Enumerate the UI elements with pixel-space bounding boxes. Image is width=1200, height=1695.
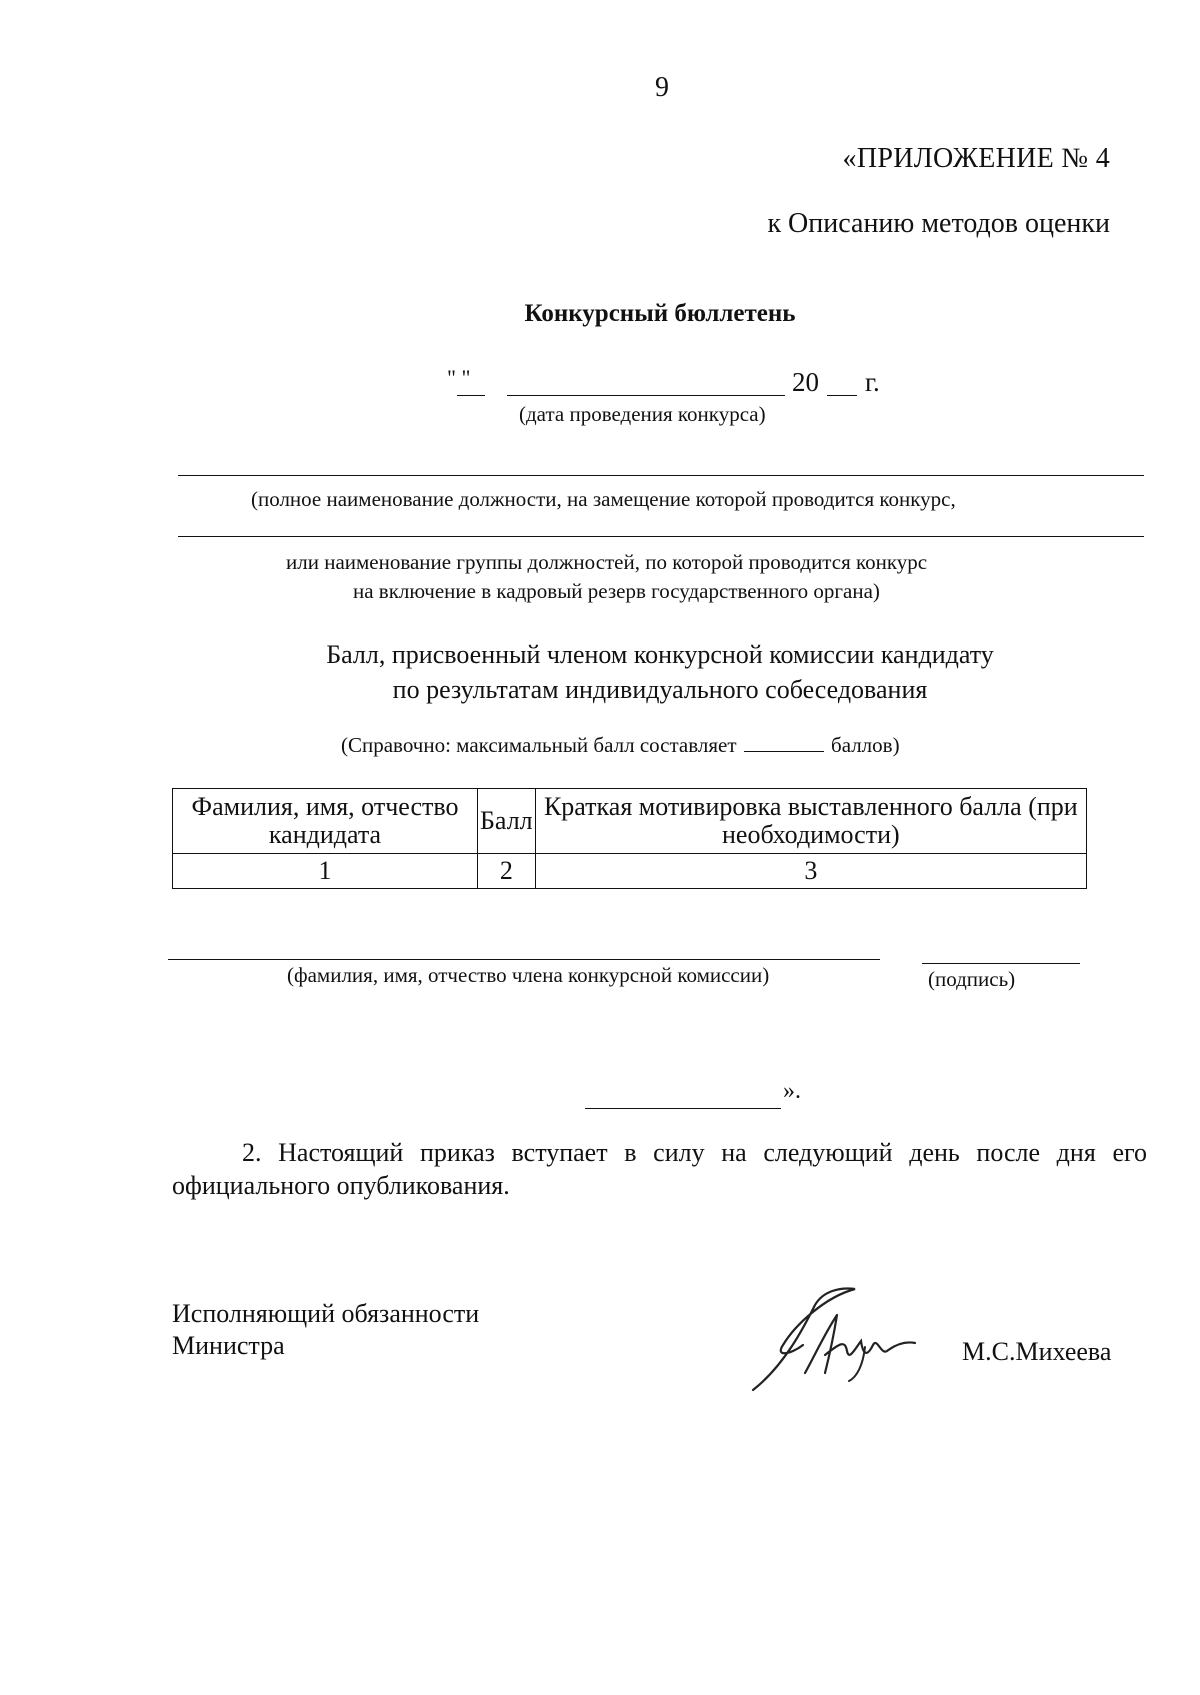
effective-date-paragraph: 2. Настоящий приказ вступает в силу на следующий день после дня его официального опубликования. xyxy=(172,1138,1147,1200)
handwritten-signature xyxy=(745,1285,935,1395)
reference-suffix: баллов) xyxy=(831,733,900,757)
ballot-title: Конкурсный бюллетень xyxy=(524,300,796,327)
table-header-row xyxy=(173,789,1087,854)
page-number: 9 xyxy=(655,72,669,103)
header-motivation: Краткая мотивировка выставленного балла (при необходимости) xyxy=(535,789,1086,854)
column-number-row xyxy=(173,854,1087,889)
header-candidate-name: Фамилия, имя, отчество кандидата xyxy=(173,789,478,854)
signer-position-line1: Исполняющий обязанности xyxy=(172,1299,480,1328)
date-row xyxy=(447,365,907,405)
max-score-blank-line xyxy=(744,737,824,752)
reference-prefix: (Справочно: максимальный балл составляет xyxy=(341,733,737,757)
member-name-caption: (фамилия, имя, отчество члена конкурсной комиссии) xyxy=(287,963,770,987)
column-number: 3 xyxy=(535,854,1086,889)
score-heading-line1: Балл, присвоенный членом конкурсной комиссии кандидату xyxy=(326,640,994,669)
signer-position xyxy=(172,1298,479,1362)
closing-quote-mark: ». xyxy=(783,1078,801,1104)
position-caption-line2: или наименование группы должностей, по которой проводится конкурс xyxy=(286,550,928,574)
header-score: Балл xyxy=(478,789,536,854)
signer-position-line2: Министра xyxy=(172,1331,285,1360)
score-heading xyxy=(0,637,1200,707)
year-prefix: 20 xyxy=(792,367,819,397)
score-heading-line2: по результатам индивидуального собеседования xyxy=(392,675,928,704)
signer-name: М.С.Михеева xyxy=(962,1337,1112,1366)
reference-note xyxy=(341,733,900,758)
member-name-blank-line xyxy=(168,959,880,960)
year-suffix: г. xyxy=(865,367,880,397)
position-caption-line1: (полное наименование должности, на замещение которой проводится конкурс, xyxy=(251,487,956,511)
position-blank-line-1 xyxy=(178,475,1144,476)
signature-blank-line xyxy=(922,963,1080,964)
position-blank-line-2 xyxy=(178,536,1144,537)
month-blank-line xyxy=(507,395,785,396)
scores-table xyxy=(172,788,1087,889)
year-blank-line xyxy=(827,395,857,396)
date-quotes: " " xyxy=(447,365,471,390)
column-number: 1 xyxy=(173,854,478,889)
appendix-subtitle: к Описанию методов оценки xyxy=(767,208,1110,239)
date-caption: (дата проведения конкурса) xyxy=(519,402,766,426)
position-caption-line3: на включение в кадровый резерв государственного органа) xyxy=(353,579,880,603)
column-number: 2 xyxy=(478,854,536,889)
closing-blank-line xyxy=(585,1108,781,1109)
day-blank-line xyxy=(457,395,485,396)
appendix-title: «ПРИЛОЖЕНИЕ № 4 xyxy=(842,143,1110,174)
signature-caption: (подпись) xyxy=(928,967,1016,991)
